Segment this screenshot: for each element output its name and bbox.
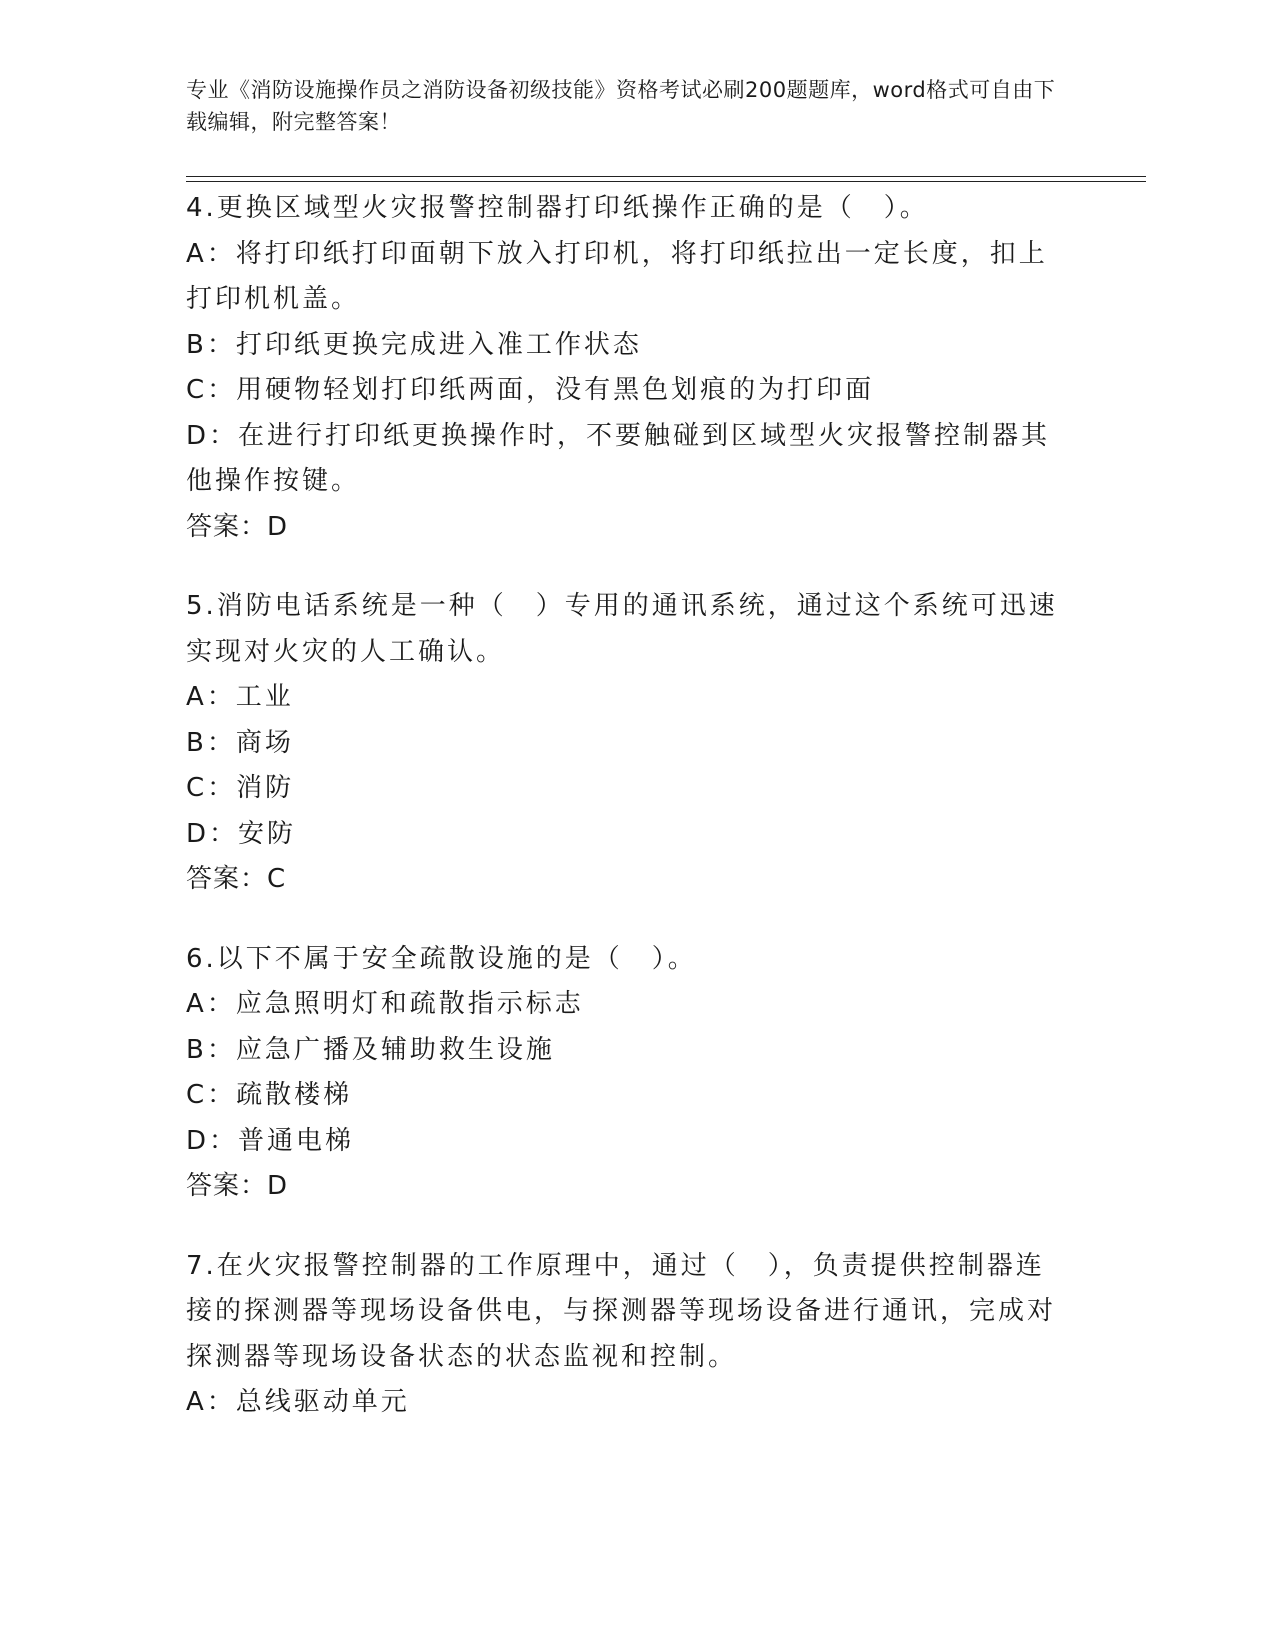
document-header: 专业《消防设施操作员之消防设备初级技能》资格考试必刷200题题库，word格式可自由下载编辑，附完整答案！ [186, 78, 1056, 134]
option-d: D：普通电梯 [186, 1125, 355, 1156]
option-a: A：总线驱动单元 [186, 1387, 410, 1417]
answer-line: 答案：D [186, 511, 289, 542]
question-6 [186, 937, 1066, 1210]
option-d: D：安防 [186, 818, 297, 849]
question-stem: 4.更换区域型火灾报警控制器打印纸操作正确的是（ ）。 [186, 193, 929, 223]
question-4 [186, 186, 1066, 550]
option-c: C：疏散楼梯 [186, 1080, 353, 1110]
option-a: A：将打印纸打印面朝下放入打印机，将打印纸拉出一定长度，扣上打印机机盖。 [186, 238, 1048, 314]
option-c: C：消防 [186, 773, 295, 803]
option-b: B：商场 [186, 727, 294, 758]
option-a: A：应急照明灯和疏散指示标志 [186, 989, 584, 1019]
question-list [186, 186, 1066, 1460]
option-b: B：打印纸更换完成进入准工作状态 [186, 329, 642, 360]
question-stem: 5.消防电话系统是一种（ ）专用的通讯系统，通过这个系统可迅速实现对火灾的人工确认。 [186, 591, 1058, 667]
question-stem: 7.在火灾报警控制器的工作原理中，通过（ ），负责提供控制器连接的探测器等现场设备供电，与探测器等现场设备进行通讯，完成对探测器等现场设备状态的状态监视和控制。 [186, 1250, 1057, 1372]
option-a: A：工业 [186, 682, 294, 712]
answer-line: 答案：D [186, 1171, 289, 1201]
option-c: C：用硬物轻划打印纸两面，没有黑色划痕的为打印面 [186, 375, 875, 405]
question-stem: 6.以下不属于安全疏散设施的是（ ）。 [186, 943, 697, 974]
header-divider-bottom [186, 181, 1146, 182]
header-divider-top [186, 176, 1146, 177]
answer-line: 答案：C [186, 864, 287, 894]
option-d: D：在进行打印纸更换操作时，不要触碰到区域型火灾报警控制器其他操作按键。 [186, 420, 1051, 496]
question-5 [186, 584, 1066, 903]
question-7 [186, 1244, 1066, 1426]
option-b: B：应急广播及辅助救生设施 [186, 1034, 555, 1065]
